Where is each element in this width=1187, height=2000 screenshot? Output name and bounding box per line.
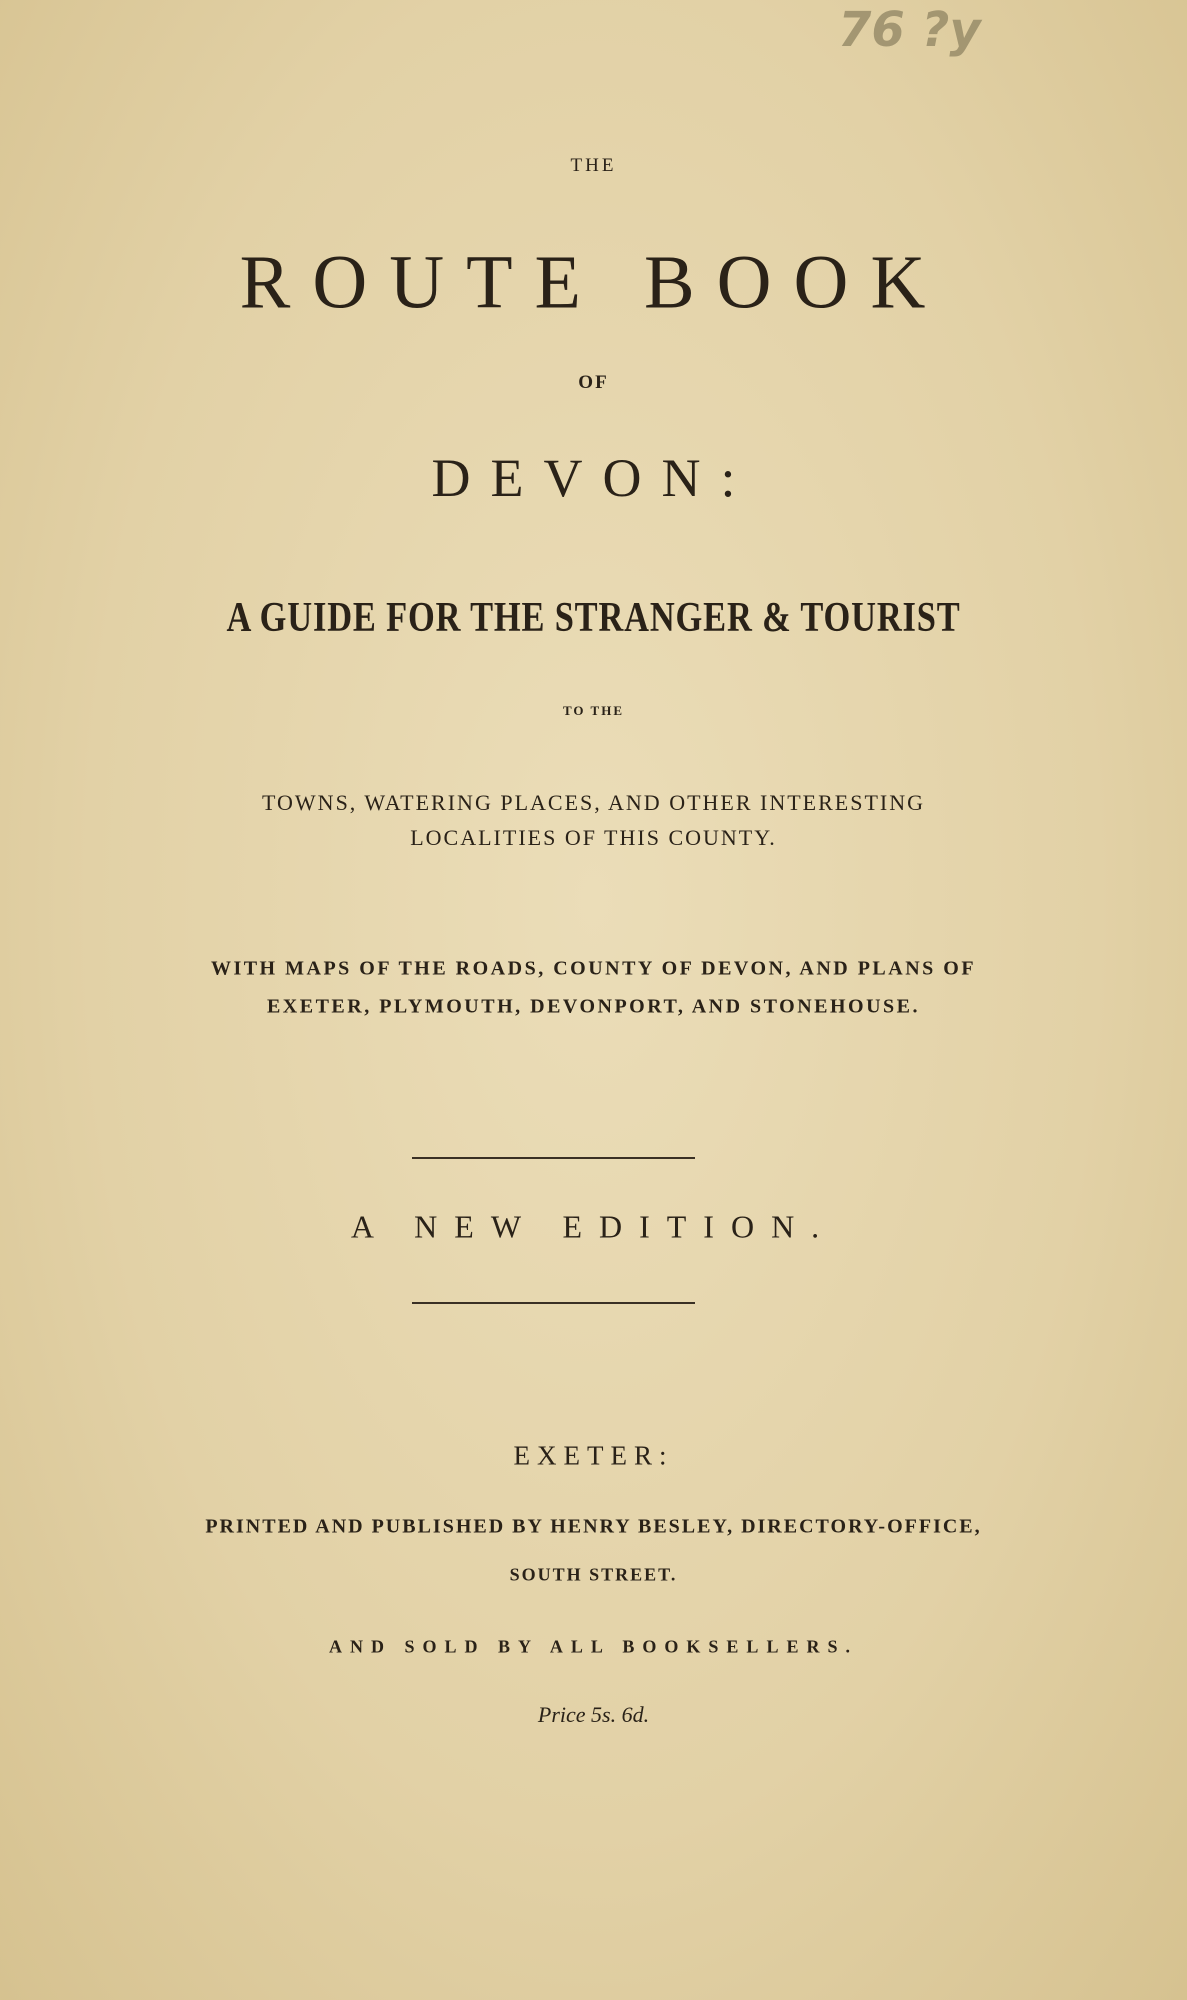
price: Price 5s. 6d. [537,1702,650,1727]
to-the: TO THE [562,703,625,718]
imprint-place: EXETER: [513,1440,674,1471]
handwritten-shelfmark: 76 ?y [838,2,981,58]
divider-top [412,1157,695,1159]
main-title: ROUTE BOOK [239,240,948,325]
divider-bottom [412,1302,695,1304]
description-line-2: LOCALITIES OF THIS COUNTY. [410,825,777,850]
printer-line-1: PRINTED AND PUBLISHED BY HENRY BESLEY, DIRECTORY-OFFICE, [205,1515,982,1538]
maps-line-2: EXETER, PLYMOUTH, DEVONPORT, AND STONEHOUSE. [266,995,921,1018]
description-line-1: TOWNS, WATERING PLACES, AND OTHER INTERESTING [261,790,925,815]
subtitle: A GUIDE FOR THE STRANGER & TOURIST [226,595,961,641]
maps-line-1: WITH MAPS OF THE ROADS, COUNTY OF DEVON, AND PLANS OF [210,957,977,980]
title-the: THE [570,155,617,176]
edition: A NEW EDITION. [350,1208,837,1245]
printer-line-2: SOUTH STREET. [509,1564,678,1585]
title-of: OF [578,372,609,393]
county-title: DEVON: [431,448,756,508]
sold-by: AND SOLD BY ALL BOOKSELLERS. [329,1636,858,1657]
